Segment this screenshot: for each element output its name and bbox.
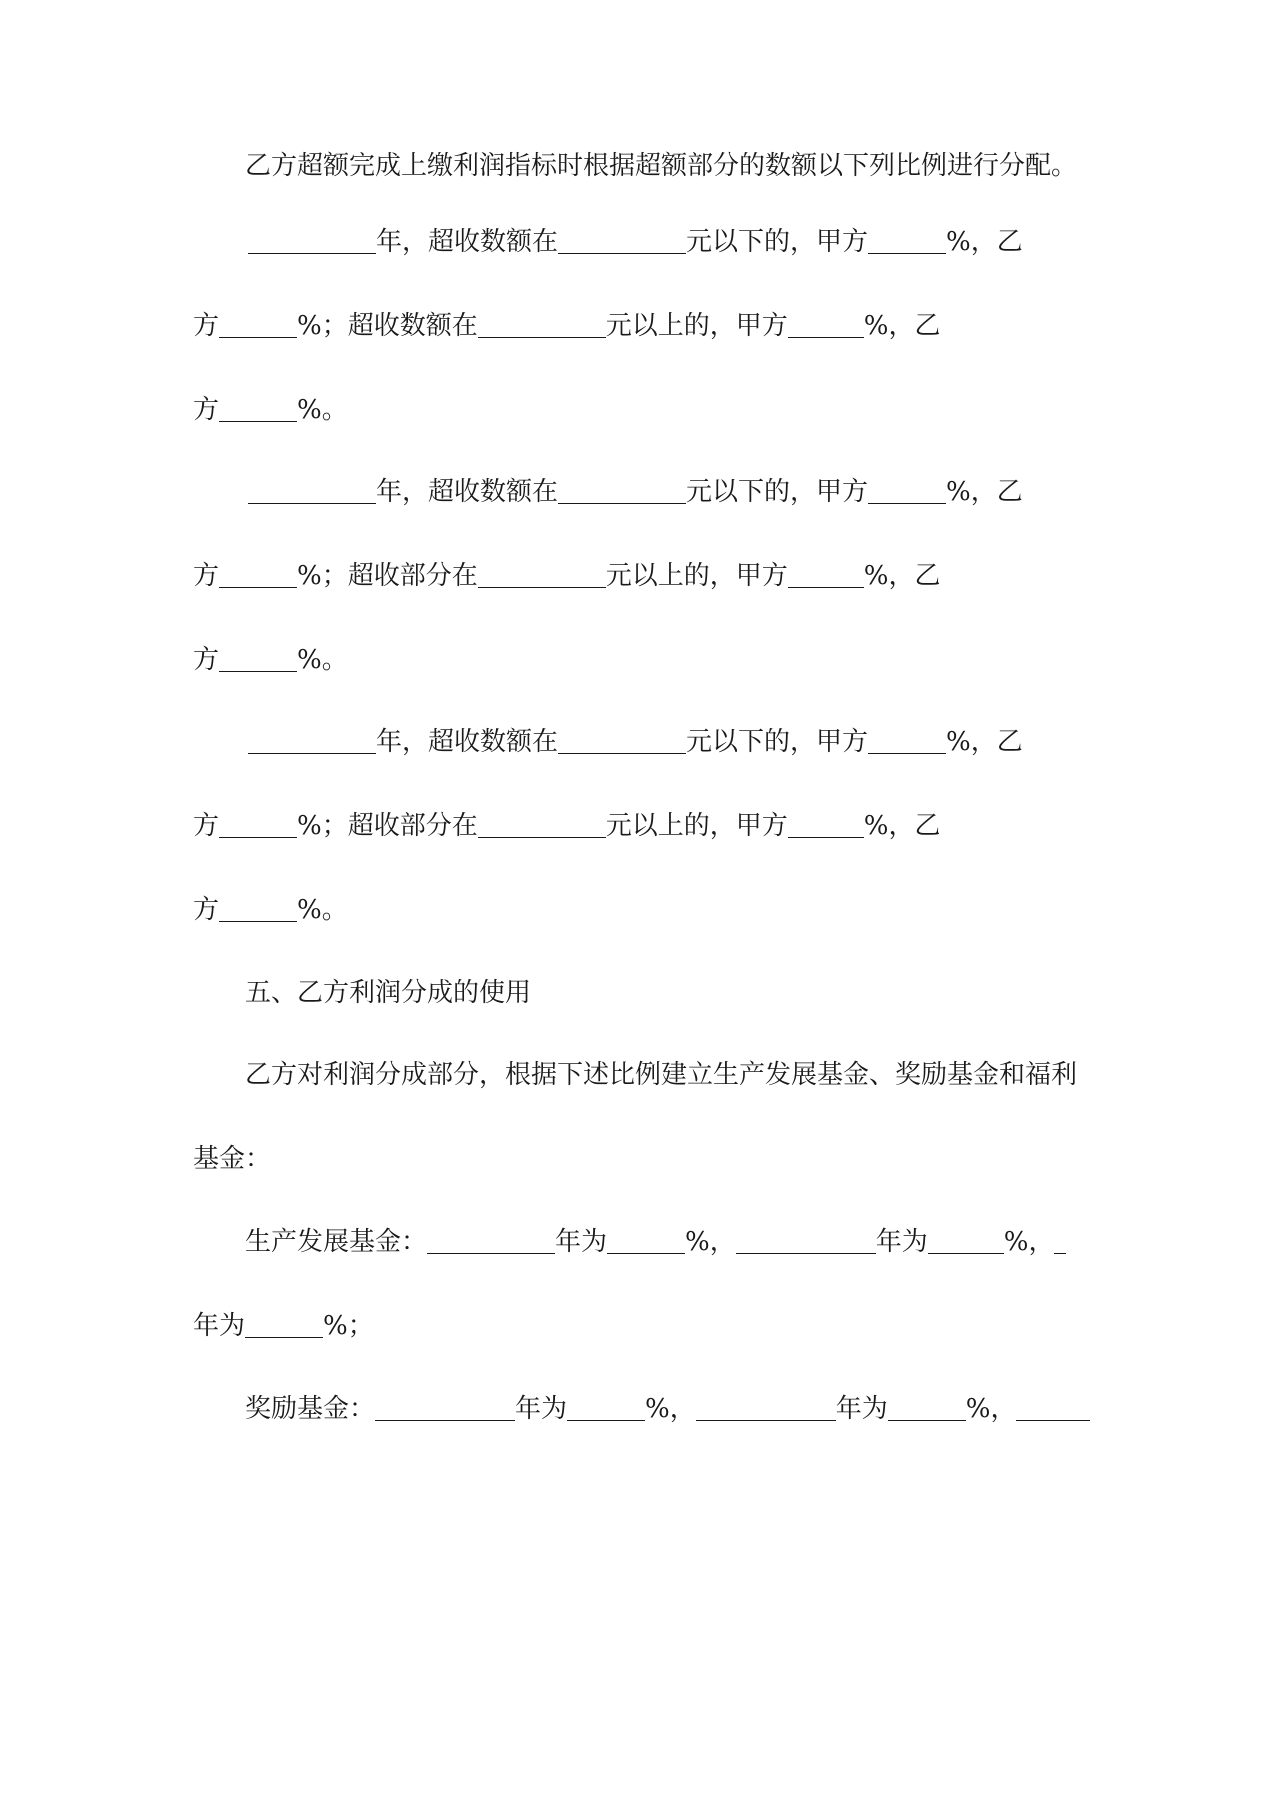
tier-yi: 乙 <box>996 727 1023 757</box>
tier-2-line-2 <box>193 556 941 596</box>
tier-pct-end: %。 <box>297 395 348 425</box>
tier-above-text: 元以上的，甲方 <box>605 811 788 841</box>
blank-percent[interactable] <box>788 809 864 838</box>
blank-percent[interactable] <box>868 475 946 504</box>
tier-yi: 乙 <box>996 227 1023 257</box>
tier-below-text: 元以下的，甲方 <box>686 477 869 507</box>
tier-year-text: 年，超收数额在 <box>376 727 559 757</box>
tier-3-line-1 <box>248 722 1023 762</box>
blank-percent[interactable] <box>888 1392 966 1421</box>
fund-year-for: 年为 <box>515 1394 568 1424</box>
tier-pct-comma: %， <box>946 477 997 507</box>
fund-production-line-1 <box>245 1222 1066 1262</box>
tier-pct-comma: %， <box>863 811 915 841</box>
blank-percent[interactable] <box>219 393 297 422</box>
blank-amount[interactable] <box>558 725 686 754</box>
tier-above-text: 元以上的，甲方 <box>605 561 788 591</box>
tier-fang: 方 <box>193 645 220 675</box>
blank-amount[interactable] <box>478 309 606 338</box>
intro-paragraph <box>245 146 1077 186</box>
tier-yi: 乙 <box>914 811 941 841</box>
tier-pct-end: %。 <box>297 645 348 675</box>
blank-percent[interactable] <box>245 1309 323 1338</box>
blank-year[interactable] <box>1016 1392 1090 1421</box>
blank-year[interactable] <box>427 1225 555 1254</box>
tier-3-line-3 <box>193 890 348 930</box>
blank-percent[interactable] <box>788 309 864 338</box>
fund-pct-comma: %， <box>685 1227 736 1257</box>
tier-below-text: 元以下的，甲方 <box>686 727 869 757</box>
tier-2-line-3 <box>193 640 348 680</box>
tier-pct-comma: %， <box>946 727 997 757</box>
tier-year-text: 年，超收数额在 <box>376 227 559 257</box>
intro-text: 乙方超额完成上缴利润指标时根据超额部分的数额以下列比例进行分配。 <box>245 151 1078 181</box>
tier-yi: 乙 <box>996 477 1023 507</box>
blank-percent[interactable] <box>219 893 297 922</box>
fund-pct-comma: %， <box>645 1394 696 1424</box>
blank-percent[interactable] <box>219 643 297 672</box>
blank-amount[interactable] <box>478 809 606 838</box>
fund-label: 奖励基金： <box>245 1394 376 1424</box>
blank-amount[interactable] <box>558 225 686 254</box>
fund-bonus-line-1 <box>245 1389 1090 1429</box>
tier-below-text: 元以下的，甲方 <box>686 227 869 257</box>
tier-pct-comma: %， <box>863 311 915 341</box>
blank-year[interactable] <box>736 1225 876 1254</box>
tier-fang: 方 <box>193 311 220 341</box>
tier-pct-semi: %； <box>297 561 348 591</box>
tier-fang: 方 <box>193 561 220 591</box>
fund-pct-comma: %， <box>965 1394 1017 1424</box>
blank-percent[interactable] <box>928 1225 1004 1254</box>
tier-1-line-1 <box>248 222 1023 262</box>
fund-year-for: 年为 <box>555 1227 608 1257</box>
tier-3-line-2 <box>193 806 941 846</box>
section-five-paragraph <box>245 1055 1077 1095</box>
tier-above-text: 元以上的，甲方 <box>605 311 788 341</box>
blank-year[interactable] <box>1054 1225 1066 1254</box>
blank-year[interactable] <box>248 475 376 504</box>
tier-year-text: 年，超收数额在 <box>376 477 559 507</box>
blank-year[interactable] <box>375 1392 515 1421</box>
tier-yi: 乙 <box>914 311 941 341</box>
tier-2-line-1 <box>248 472 1023 512</box>
fund-year-for: 年为 <box>835 1394 888 1424</box>
tier-second-label: 超收部分在 <box>347 811 478 841</box>
tier-fang: 方 <box>193 395 220 425</box>
blank-percent[interactable] <box>567 1392 645 1421</box>
section-five-heading <box>245 973 531 1013</box>
fund-production-line-2 <box>193 1306 374 1346</box>
paragraph-text-cont: 基金： <box>193 1144 272 1174</box>
tier-pct-semi: %； <box>297 811 348 841</box>
section-five-paragraph-cont <box>193 1139 271 1179</box>
fund-year-for: 年为 <box>875 1227 928 1257</box>
blank-percent[interactable] <box>607 1225 685 1254</box>
tier-second-label: 超收部分在 <box>347 561 478 591</box>
fund-pct-comma: %， <box>1003 1227 1055 1257</box>
blank-percent[interactable] <box>219 559 297 588</box>
blank-percent[interactable] <box>868 225 946 254</box>
tier-1-line-2 <box>193 306 941 346</box>
tier-fang: 方 <box>193 895 220 925</box>
blank-amount[interactable] <box>478 559 606 588</box>
tier-yi: 乙 <box>914 561 941 591</box>
section-heading-text: 五、乙方利润分成的使用 <box>245 978 532 1008</box>
blank-percent[interactable] <box>788 559 864 588</box>
fund-year-for: 年为 <box>193 1311 246 1341</box>
tier-pct-end: %。 <box>297 895 348 925</box>
blank-percent[interactable] <box>219 809 297 838</box>
blank-year[interactable] <box>696 1392 836 1421</box>
fund-pct-semi: %； <box>323 1311 374 1341</box>
tier-pct-comma: %， <box>863 561 915 591</box>
blank-year[interactable] <box>248 225 376 254</box>
blank-percent[interactable] <box>219 309 297 338</box>
tier-pct-comma: %， <box>946 227 997 257</box>
tier-1-line-3 <box>193 390 348 430</box>
fund-label: 生产发展基金： <box>245 1227 428 1257</box>
tier-second-label: 超收数额在 <box>347 311 478 341</box>
blank-percent[interactable] <box>868 725 946 754</box>
tier-pct-semi: %； <box>297 311 348 341</box>
paragraph-text: 乙方对利润分成部分，根据下述比例建立生产发展基金、奖励基金和福利 <box>245 1060 1078 1090</box>
blank-amount[interactable] <box>558 475 686 504</box>
tier-fang: 方 <box>193 811 220 841</box>
blank-year[interactable] <box>248 725 376 754</box>
